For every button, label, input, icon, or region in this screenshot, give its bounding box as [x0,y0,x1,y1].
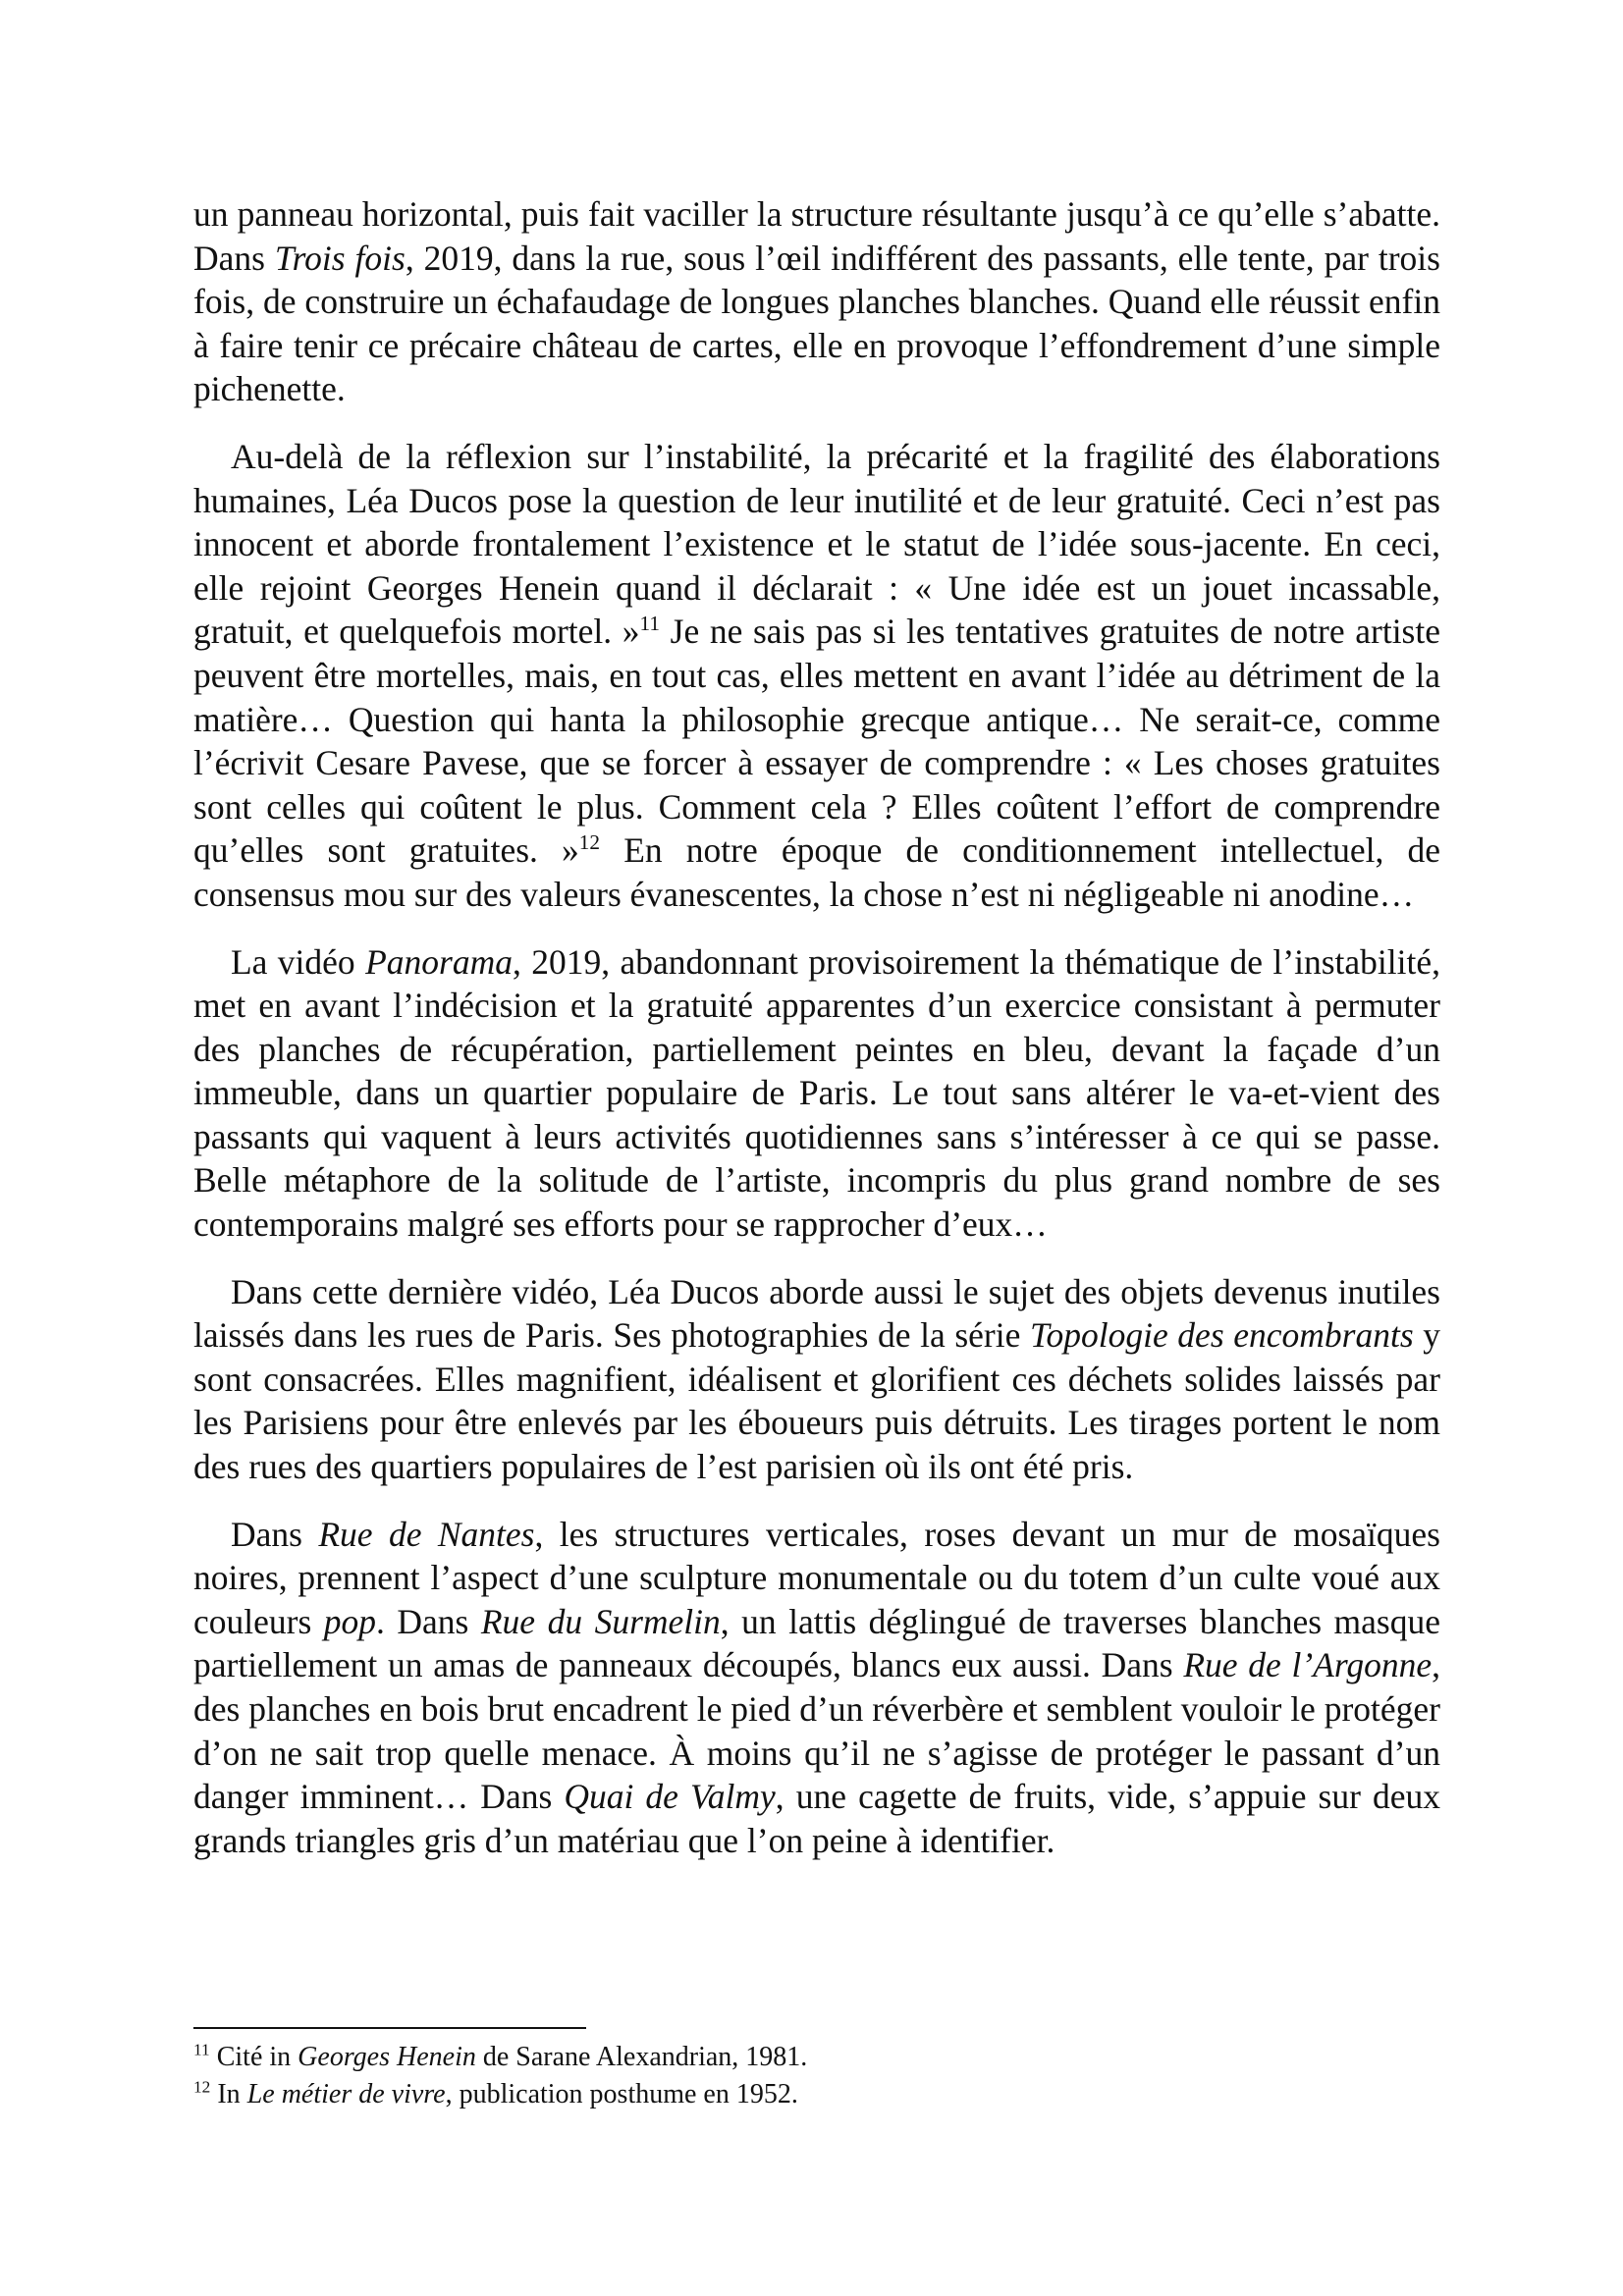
italic-text: Le métier de vivre [246,2079,446,2109]
italic-text: Quai de Valmy [564,1777,776,1817]
italic-text: Trois fois [274,238,406,278]
text-run: Dans [231,1514,319,1554]
footnote [193,2039,1440,2076]
text-run: Cité in [209,2042,298,2072]
text-run: , une cagette de fruits, vide, s’appuie sur deux grands triangles gris d’un matériau que l’on peine à identifier. [193,1777,1440,1860]
italic-text: pop [323,1601,377,1641]
italic-text: Panorama [365,941,513,982]
body-text [193,192,1440,1886]
paragraph [193,940,1440,1247]
italic-text: Georges Henein [298,2042,476,2072]
footnote-reference: 12 [578,830,601,855]
paragraph [193,435,1440,917]
text-run: In [210,2079,247,2109]
footnote-separator [193,2027,586,2029]
italic-text: Topologie des encombrants [1029,1315,1414,1356]
text-run: , un lattis déglingué de traverses blanches masque partiellement un amas de panneaux découpés, blancs eux aussi. Dans [193,1601,1440,1685]
text-run: un panneau horizontal, puis fait vaciller la structure résultante jusqu’à ce qu’elle s’abatte. Dans [193,194,1440,278]
text-run: , publication posthume en 1952. [445,2079,798,2109]
paragraph [193,1270,1440,1489]
text-run: , les structures verticales, roses devant un mur de mosaïques noires, prennent l’aspect d’une sculpture monumentale ou du totem d’un culte voué aux couleurs [193,1514,1440,1641]
text-run: La vidéo [231,941,366,982]
text-run: de Sarane Alexandrian, 1981. [475,2042,808,2072]
footnotes [193,2039,1440,2113]
text-run: y sont consacrées. Elles magnifient, idéalisent et glorifient ces déchets solides laissés par les Parisiens pour être enlevés par les éboueurs puis détruits. Les tirages portent le nom des rues des quartiers populaires de l’est parisien où ils ont été pris. [193,1315,1440,1487]
italic-text: Rue du Surmelin [480,1601,721,1641]
text-run: , 2019, dans la rue, sous l’œil indifférent des passants, elle tente, par trois fois, de construire un échafaudage de longues planches blanches. Quand elle réussit enfin à faire tenir ce précaire château de cartes, elle en provoque l’effondrement d’une simple pichenette. [193,238,1440,409]
paragraph [193,192,1440,411]
text-run: , 2019, abandonnant provisoirement la thématique de l’instabilité, met en avant l’indécision et la gratuité apparentes d’un exercice consistant à permuter des planches de récupération, partiellement peintes en bleu, devant la façade d’un immeuble, dans un quartier populaire de Paris. Le tout sans altérer le va-et-vient des passants qui vaquent à leurs activités quotidiennes sans s’intéresser à ce qui se passe. Belle métaphore de la solitude de l’artiste, incompris du plus grand nombre de ses contemporains malgré ses efforts pour se rapprocher d’eux… [193,941,1441,1245]
text-run: Dans cette dernière vidéo, Léa Ducos aborde aussi le sujet des objets devenus inutiles laissés dans les rues de Paris. Ses photographies de la série [193,1271,1440,1356]
text-run: . Dans [376,1601,481,1641]
footnote-number: 12 [193,2077,211,2097]
footnote-reference: 11 [639,612,661,636]
paragraph [193,1513,1440,1863]
text-run: , des planches en bois brut encadrent le pied d’un réverbère et semblent vouloir le protéger d’on ne sait trop quelle menace. À moins qu’il ne s’agisse de protéger le passant d’un danger imminent… Dans [193,1645,1440,1817]
text-run: En notre époque de conditionnement intellectuel, de consensus mou sur des valeurs évanescentes, la chose n’est ni négligeable ni anodine… [193,830,1440,914]
italic-text: Rue de Nantes [318,1514,535,1554]
text-run: Je ne sais pas si les tentatives gratuites de notre artiste peuvent être mortelles, mais, en tout cas, elles mettent en avant l’idée au détriment de la matière… Question qui hanta la philosophie grecque antique… Ne serait-ce, comme l’écrivit Cesare Pavese, que se forcer à essayer de comprendre : « Les choses gratuites sont celles qui coûtent le plus. Comment cela ? Elles coûtent l’effort de comprendre qu’elles sont gratuites. » [193,612,1440,871]
text-run: Au-delà de la réflexion sur l’instabilité, la précarité et la fragilité des élaborations humaines, Léa Ducos pose la question de leur inutilité et de leur gratuité. Ceci n’est pas innocent et aborde frontalement l’existence et le statut de l’idée sous-jacente. En ceci, elle rejoint Georges Henein quand il déclarait : « Une idée est un jouet incassable, gratuit, et quelquefois mortel. » [193,436,1440,652]
footnote-number: 11 [193,2040,210,2059]
italic-text: Rue de l’Argonne [1183,1645,1433,1685]
footnote [193,2076,1440,2113]
